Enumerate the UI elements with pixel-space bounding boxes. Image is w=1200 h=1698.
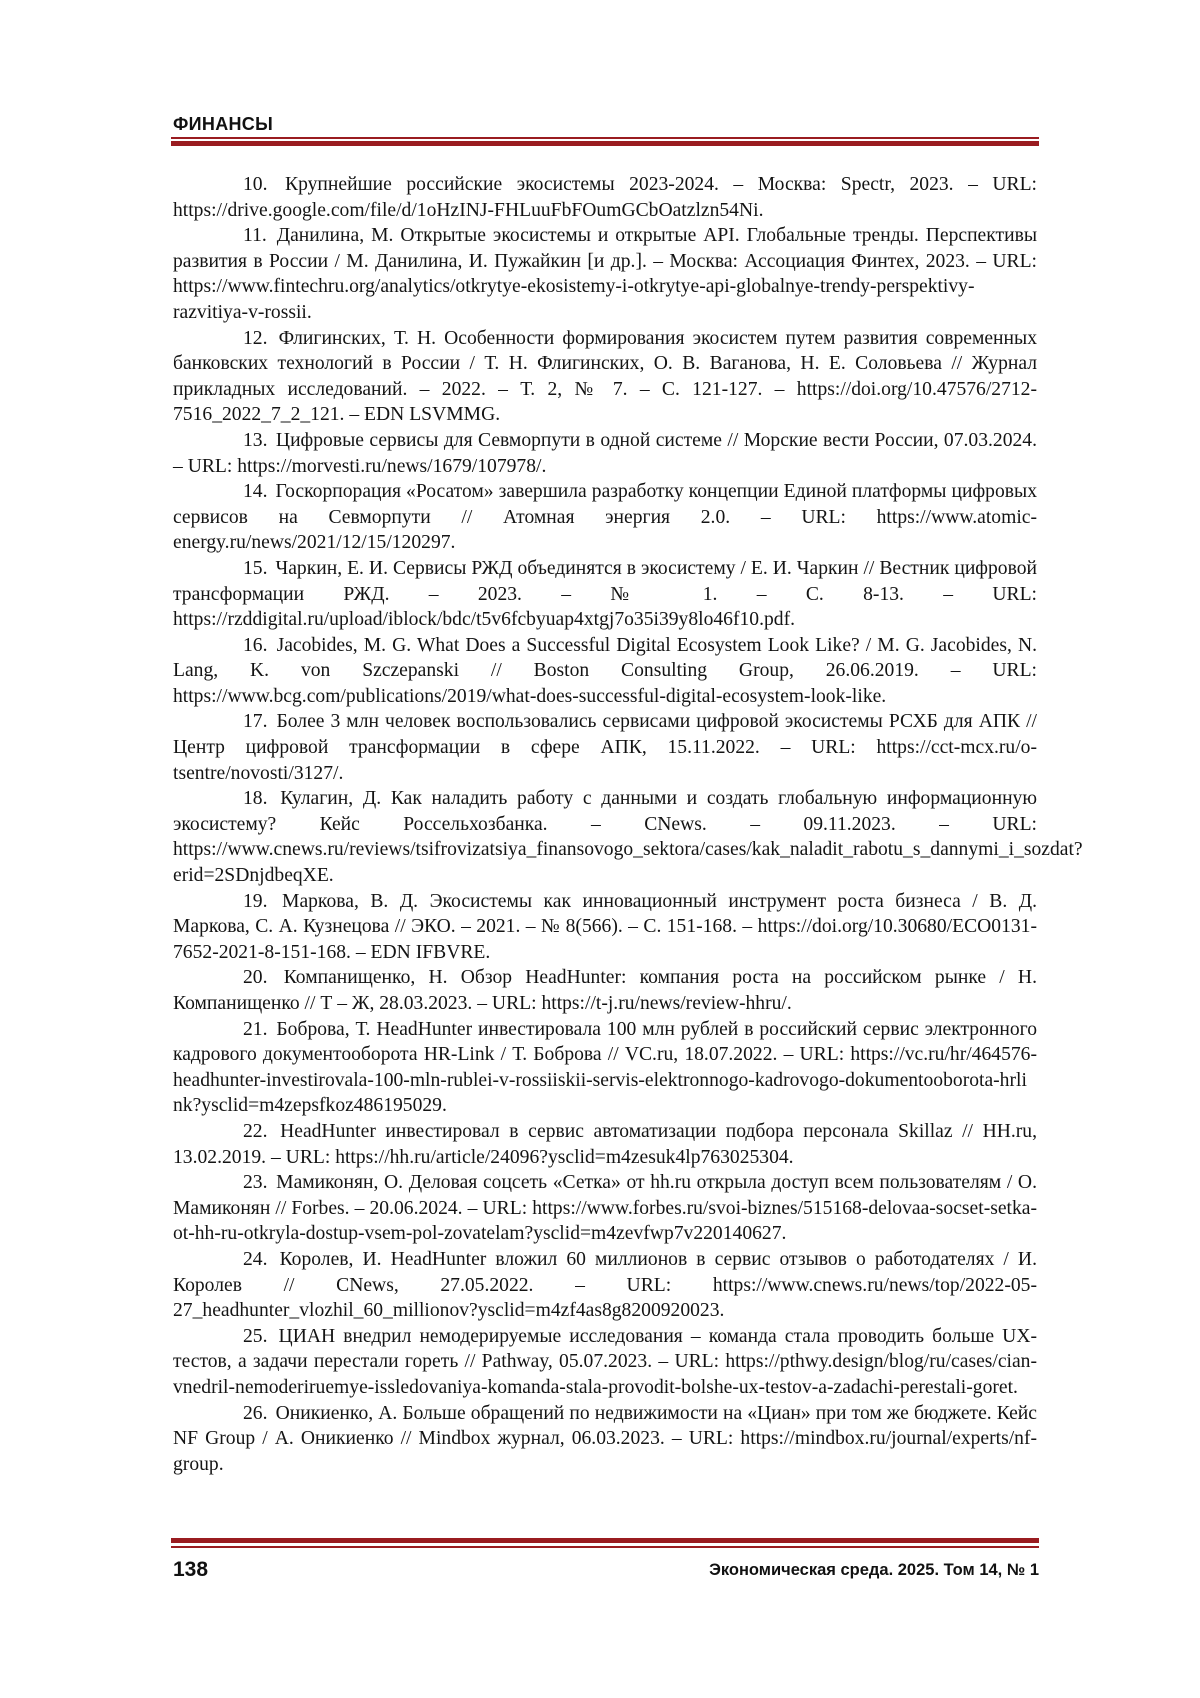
reference-text: ЦИАН внедрил немодерируемые исследования – команда стала проводить больше UX-тестов, а задачи перестали гореть // Pathway, 05.07.2023. – URL: https://pthwy.design/blog/ru/cases/cian-vnedril-nemoderiruemye-issledovaniya-komanda-stala-provodit-bolshe-ux-testov-a-zadachi-perestali-goret. (173, 1325, 1037, 1398)
reference-item (173, 172, 1037, 223)
reference-text: Кулагин, Д. Как наладить работу с данными и создать глобальную информационную экосистему? Кейс Россельхозбанка. – CNews. – 09.11.2023. – URL: https://www.cnews.ru/reviews/tsifrovizatsiya_finansovogo_sektora/cases/kak_naladit_rabotu_s_dannymi_i_sozdat?erid=2SDnjdbeqXE. (173, 788, 1083, 887)
reference-item (173, 1401, 1037, 1478)
reference-number: 17. (243, 711, 268, 733)
footer-rule-thick (171, 1538, 1039, 1543)
reference-item (173, 633, 1037, 710)
reference-text: Боброва, Т. HeadHunter инвестировала 100 млн рублей в российский сервис электронного кадрового документооборота HR-Link / Т. Боброва // VC.ru, 18.07.2022. – URL: https://vc.ru/hr/464576-headhunter-investirovala-100-mln-rublei-v-rossiiskii-servis-elektronnogo-kadrovogo-dokumentooborota-hrli nk?ysclid=m4zepsfkoz486195029. (173, 1018, 1037, 1117)
reference-item (173, 326, 1037, 428)
reference-number: 26. (243, 1402, 268, 1424)
reference-item (173, 709, 1037, 786)
page-number: 138 (173, 1558, 209, 1581)
reference-number: 23. (243, 1172, 268, 1194)
reference-number: 24. (243, 1248, 268, 1270)
header-rule-thin (171, 137, 1039, 139)
reference-number: 20. (243, 967, 268, 989)
reference-number: 12. (243, 327, 268, 349)
reference-text: Маркова, В. Д. Экосистемы как инновационный инструмент роста бизнеса / В. Д. Маркова, С. А. Кузнецова // ЭКО. – 2021. – № 8(566). – С. 151-168. – https://doi.org/10.30680/ECO0131-7652-2021-8-151-168. – EDN IFBVRE. (173, 890, 1037, 963)
reference-number: 10. (243, 174, 268, 195)
reference-text: Мамиконян, О. Деловая соцсеть «Сетка» от hh.ru открыла доступ всем пользователям / О. Мамиконян // Forbes. – 20.06.2024. – URL: https://www.forbes.ru/svoi-biznes/515168-delovaa-socset-setka-ot-hh-ru-otkryla-dostup-vsem-pol-zovatelam?ysclid=m4zevfwp7v220140627. (173, 1172, 1037, 1245)
reference-list (173, 172, 1083, 1477)
reference-item (173, 1324, 1037, 1401)
reference-number: 25. (243, 1325, 268, 1347)
reference-text: Более 3 млн человек воспользовались сервисами цифровой экосистемы РСХБ для АПК // Центр цифровой трансформации в сфере АПК, 15.11.2022. – URL: https://cct-mcx.ru/o-tsentre/novosti/3127/. (173, 711, 1037, 784)
reference-item (173, 1119, 1037, 1170)
reference-item (173, 556, 1037, 633)
reference-item (173, 1170, 1037, 1247)
reference-text: Компанищенко, Н. Обзор HeadHunter: компания роста на российском рынке / Н. Компанищенко // Т – Ж, 28.03.2023. – URL: https://t-j.ru/news/review-hhru/. (173, 967, 1037, 1014)
reference-number: 14. (243, 481, 268, 503)
reference-number: 15. (243, 557, 268, 579)
reference-number: 22. (243, 1120, 268, 1142)
reference-item (173, 479, 1037, 556)
header-rule-thick (171, 141, 1039, 146)
reference-item (173, 786, 1083, 888)
reference-text: HeadHunter инвестировал в сервис автоматизации подбора персонала Skillaz // HH.ru, 13.02.2019. – URL: https://hh.ru/article/24096?ysclid=m4zesuk4lp763025304. (173, 1120, 1038, 1168)
reference-text: Королев, И. HeadHunter вложил 60 миллионов в сервис отзывов о работодателях / И. Королев // CNews, 27.05.2022. – URL: https://www.cnews.ru/news/top/2022-05-27_headhunter_vlozhil_60_millionov?ysclid=m4zf4as8g8200920023. (173, 1248, 1037, 1322)
reference-item (173, 1017, 1037, 1119)
reference-text: Флигинских, Т. Н. Особенности формирования экосистем путем развития современных банковских технологий в России / Т. Н. Флигинских, О. В. Ваганова, Н. Е. Соловьева // Журнал прикладных исследований. – 2022. – Т. 2, № 7. – С. 121-127. – https://doi.org/10.47576/2712-7516_2022_7_2_121. – EDN LSVMMG. (173, 327, 1037, 426)
reference-item (173, 965, 1037, 1016)
reference-item (173, 1247, 1037, 1324)
reference-text: Оникиенко, А. Больше обращений по недвижимости на «Циан» при том же бюджете. Кейс NF Group / А. Оникиенко // Mindbox журнал, 06.03.2023. – URL: https://mindbox.ru/journal/experts/nf-group. (173, 1402, 1037, 1475)
footer-rule-thin (171, 1546, 1039, 1548)
reference-number: 19. (243, 890, 268, 912)
reference-text: Крупнейшие российские экосистемы 2023-2024. – Москва: Spectr, 2023. – URL: https://drive.google.com/file/d/1oHzINJ-FHLuuFbFOumGCbOatzlzn54Ni. (173, 174, 1037, 221)
reference-item (173, 428, 1037, 479)
reference-text: Чаркин, Е. И. Сервисы РЖД объединятся в экосистему / Е. И. Чаркин // Вестник цифровой трансформации РЖД. – 2023. – № 1. – С. 8-13. – URL: https://rzddigital.ru/upload/iblock/bdc/t5v6fcbyuap4xtgj7o35i39y8lo46f10.pdf. (173, 557, 1037, 631)
reference-item (173, 223, 1037, 325)
reference-item (173, 889, 1037, 966)
reference-text: Цифровые сервисы для Севморпути в одной системе // Морские вести России, 07.03.2024. – URL: https://morvesti.ru/news/1679/107978/. (173, 429, 1037, 477)
reference-number: 16. (243, 634, 268, 656)
reference-number: 13. (243, 429, 268, 451)
reference-number: 11. (243, 225, 267, 247)
reference-text: Данилина, М. Открытые экосистемы и открытые API. Глобальные тренды. Перспективы развития в России / М. Данилина, И. Пужайкин [и др.]. – Москва: Ассоциация Финтех, 2023. – URL: https://www.fintechru.org/analytics/otkrytye-ekosistemy-i-otkrytye-api-globalnye-trendy-perspektivy-razvitiya-v-rossii. (173, 225, 1037, 323)
reference-text: Госкорпорация «Росатом» завершила разработку концепции Единой платформы цифровых сервисов на Севморпути // Атомная энергия 2.0. – URL: https://www.atomic-energy.ru/news/2021/12/15/120297. (173, 481, 1037, 554)
journal-citation: Экономическая среда. 2025. Том 14, № 1 (709, 1561, 1039, 1579)
reference-number: 21. (243, 1018, 268, 1040)
reference-text: Jacobides, M. G. What Does a Successful Digital Ecosystem Look Like? / M. G. Jacobides, N. Lang, K. von Szczepanski // Boston Consulting Group, 26.06.2019. – URL: https://www.bcg.com/publications/2019/what-does-successful-digital-ecosystem-look-like. (173, 634, 1037, 707)
section-title: ФИНАНСЫ (173, 114, 274, 134)
reference-number: 18. (243, 788, 268, 810)
